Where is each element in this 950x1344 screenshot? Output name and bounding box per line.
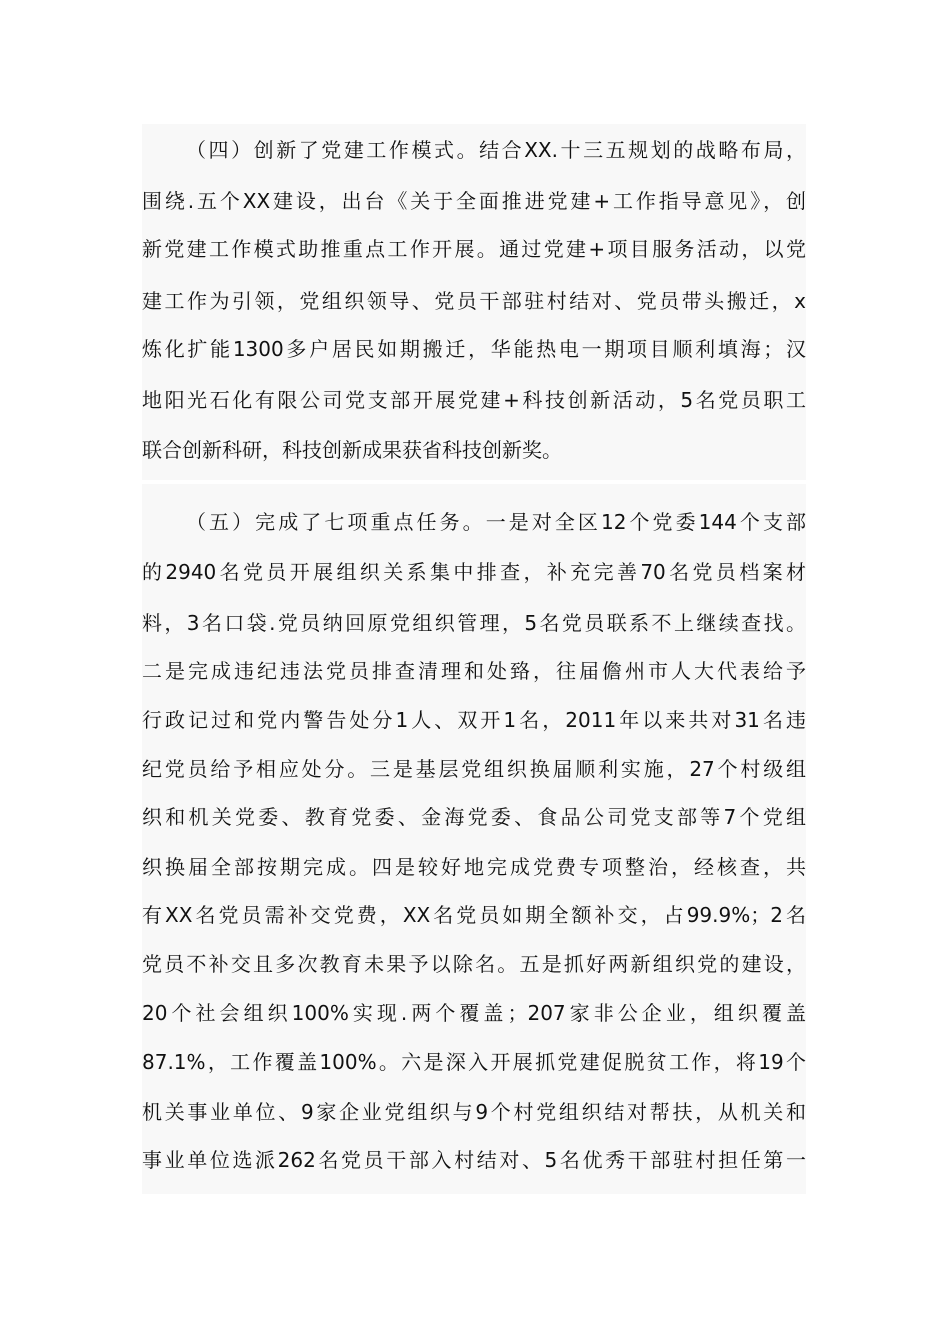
text-line: 87.1%，工作覆盖100%。六是深入开展抓党建促脱贫工作，将19个 [142, 1050, 806, 1074]
text-line: 炼化扩能1300多户居民如期搬迁，华能热电一期项目顺利填海；汉 [142, 337, 806, 361]
text-line: 事业单位选派262名党员干部入村结对、5名优秀干部驻村担任第一 [142, 1148, 806, 1172]
paragraph-section-5 [142, 484, 806, 1194]
text-line: （四）创新了党建工作模式。结合XX.十三五规划的战略布局， [186, 138, 806, 162]
paragraph-section-4 [142, 124, 806, 480]
text-line: 的2940名党员开展组织关系集中排查，补充完善70名党员档案材 [142, 560, 806, 584]
text-line: 机关事业单位、9家企业党组织与9个村党组织结对帮扶，从机关和 [142, 1100, 806, 1124]
text-line: 织和机关党委、教育党委、金海党委、食品公司党支部等7个党组 [142, 805, 806, 829]
text-line: （五）完成了七项重点任务。一是对全区12个党委144个支部 [186, 510, 806, 534]
text-line: 党员不补交且多次教育未果予以除名。五是抓好两新组织党的建设， [142, 952, 806, 976]
text-line: 纪党员给予相应处分。三是基层党组织换届顺利实施，27个村级组 [142, 757, 806, 781]
text-line: 联合创新科研，科技创新成果获省科技创新奖。 [142, 438, 562, 462]
text-line: 行政记过和党内警告处分1人、双开1名，2011年以来共对31名违 [142, 708, 806, 732]
text-line: 建工作为引领，党组织领导、党员干部驻村结对、党员带头搬迁，x [142, 289, 806, 313]
text-line: 有XX名党员需补交党费，XX名党员如期全额补交，占99.9%；2名 [142, 903, 806, 927]
text-line: 新党建工作模式助推重点工作开展。通过党建+项目服务活动，以党 [142, 237, 806, 261]
text-line: 织换届全部按期完成。四是较好地完成党费专项整治，经核查，共 [142, 855, 806, 879]
text-line: 二是完成违纪违法党员排查清理和处臵，往届儋州市人大代表给予 [142, 659, 806, 683]
text-line: 料，3名口袋.党员纳回原党组织管理，5名党员联系不上继续查找。 [142, 611, 806, 635]
text-line: 围绕.五个XX建设，出台《关于全面推进党建+工作指导意见》，创 [142, 189, 806, 213]
text-line: 地阳光石化有限公司党支部开展党建+科技创新活动，5名党员职工 [142, 388, 806, 412]
text-line: 20个社会组织100%实现.两个覆盖；207家非公企业，组织覆盖 [142, 1001, 806, 1025]
